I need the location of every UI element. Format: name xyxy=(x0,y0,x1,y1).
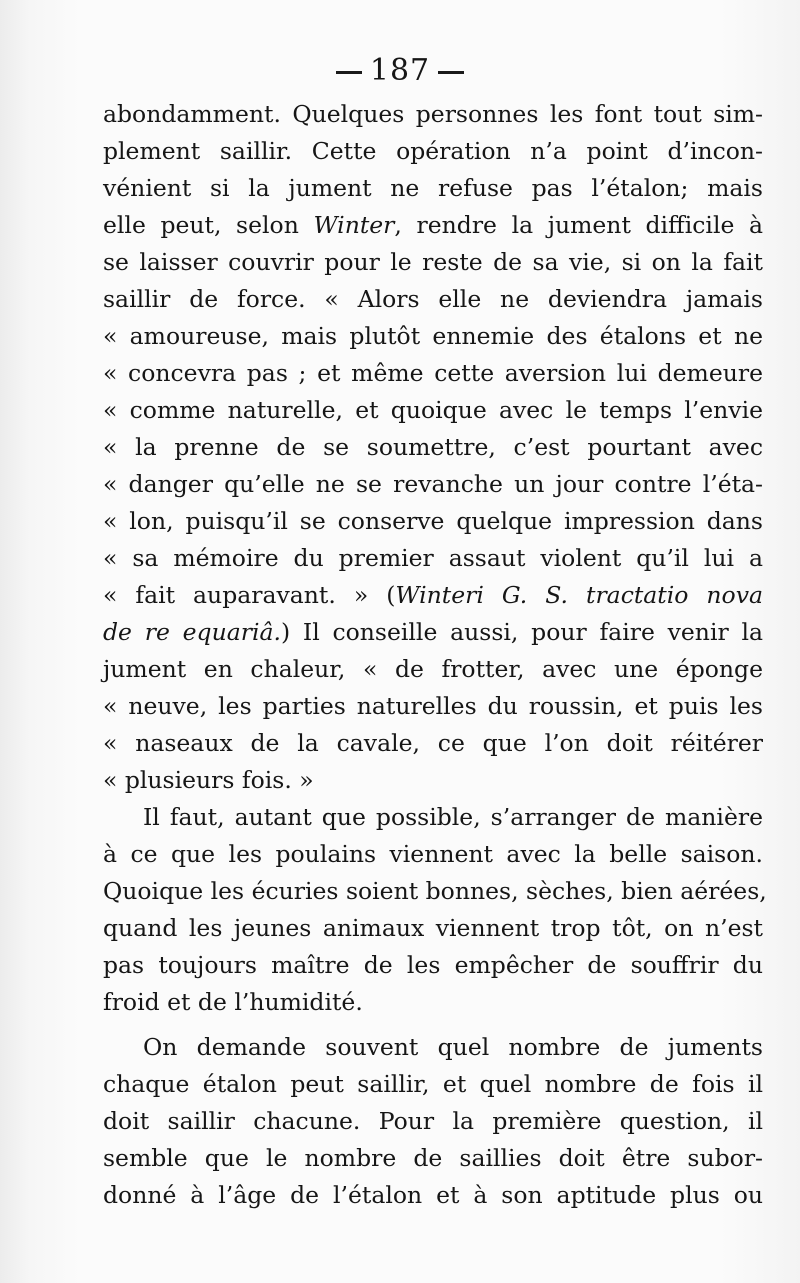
text-segment: « sa mémoire du premier assaut violent qu’il lui a xyxy=(103,544,763,572)
text-line xyxy=(103,577,763,614)
text-line xyxy=(103,170,763,207)
text-line xyxy=(103,355,763,392)
text-segment: plement saillir. Cette opération n’a point d’incon- xyxy=(103,137,763,165)
text-segment: chaque étalon peut saillir, et quel nombre de fois il xyxy=(103,1070,763,1098)
text-segment: vénient si la jument ne refuse pas l’étalon; mais xyxy=(103,174,763,202)
text-segment: « la prenne de se soumettre, c’est pourtant avec xyxy=(103,433,763,461)
text-line xyxy=(103,207,763,244)
text-segment: « fait auparavant. » ( xyxy=(103,581,396,609)
text-line xyxy=(103,318,763,355)
text-line xyxy=(103,762,763,799)
text-line xyxy=(103,133,763,170)
page-number-header xyxy=(0,52,800,90)
left-dash xyxy=(336,71,362,74)
page-number: 187 xyxy=(369,53,431,88)
text-line xyxy=(103,1029,763,1066)
text-line xyxy=(103,910,763,947)
italic-text-segment: de re equariâ. xyxy=(103,618,281,646)
text-segment: se laisser couvrir pour le reste de sa vie, si on la fait xyxy=(103,248,763,276)
text-segment: pas toujours maître de les empêcher de souffrir du xyxy=(103,951,763,979)
text-segment: donné à l’âge de l’étalon et à son aptitude plus ou xyxy=(103,1181,763,1209)
italic-text-segment: Winteri G. S. tractatio nova xyxy=(395,581,763,609)
text-segment: doit saillir chacune. Pour la première question, il xyxy=(103,1107,763,1135)
text-segment: saillir de force. « Alors elle ne deviendra jamais xyxy=(103,285,763,313)
text-segment: « plusieurs fois. » xyxy=(103,766,314,794)
text-segment: « neuve, les parties naturelles du roussin, et puis les xyxy=(103,692,763,720)
text-line xyxy=(103,281,763,318)
text-segment: On demande souvent quel nombre de juments xyxy=(143,1033,763,1061)
text-line xyxy=(103,429,763,466)
right-dash xyxy=(438,71,464,74)
text-segment: jument en chaleur, « de frotter, avec une éponge xyxy=(103,655,763,683)
text-line xyxy=(103,614,763,651)
text-line xyxy=(103,244,763,281)
text-line xyxy=(103,96,763,133)
text-segment: ) Il conseille aussi, pour faire venir la xyxy=(280,618,763,646)
text-segment: « comme naturelle, et quoique avec le temps l’envie xyxy=(103,396,763,424)
text-line xyxy=(103,984,763,1021)
text-segment: semble que le nombre de saillies doit être subor- xyxy=(103,1144,763,1172)
italic-text-segment: Winter xyxy=(313,211,395,239)
text-segment: « naseaux de la cavale, ce que l’on doit réitérer xyxy=(103,729,763,757)
text-line xyxy=(103,873,767,910)
text-line xyxy=(103,503,763,540)
text-segment: à ce que les poulains viennent avec la belle saison. xyxy=(103,840,763,868)
text-line xyxy=(103,725,763,762)
text-line xyxy=(103,836,763,873)
text-line xyxy=(103,466,763,503)
text-segment: Il faut, autant que possible, s’arranger de manière xyxy=(143,803,763,831)
text-line xyxy=(103,688,763,725)
text-segment: « concevra pas ; et même cette aversion lui demeure xyxy=(103,359,763,387)
text-segment: , rendre la jument difficile à xyxy=(394,211,763,239)
text-line xyxy=(103,651,763,688)
text-segment: froid et de l’humidité. xyxy=(103,988,363,1016)
text-line xyxy=(103,1177,763,1214)
text-line xyxy=(103,392,763,429)
text-segment: « danger qu’elle ne se revanche un jour contre l’éta- xyxy=(103,470,763,498)
text-segment: Quoique les écuries soient bonnes, sèches, bien aérées, xyxy=(103,877,767,905)
text-line xyxy=(103,1066,763,1103)
body-text xyxy=(103,96,767,1214)
text-line xyxy=(103,947,763,984)
text-line xyxy=(103,540,763,577)
text-segment: elle peut, selon xyxy=(103,211,314,239)
text-segment: « lon, puisqu’il se conserve quelque impression dans xyxy=(103,507,763,535)
text-line xyxy=(103,799,763,836)
text-line xyxy=(103,1103,763,1140)
text-segment: « amoureuse, mais plutôt ennemie des étalons et ne xyxy=(103,322,763,350)
text-segment: abondamment. Quelques personnes les font tout sim- xyxy=(103,100,763,128)
text-line xyxy=(103,1140,763,1177)
text-segment: quand les jeunes animaux viennent trop tôt, on n’est xyxy=(103,914,763,942)
